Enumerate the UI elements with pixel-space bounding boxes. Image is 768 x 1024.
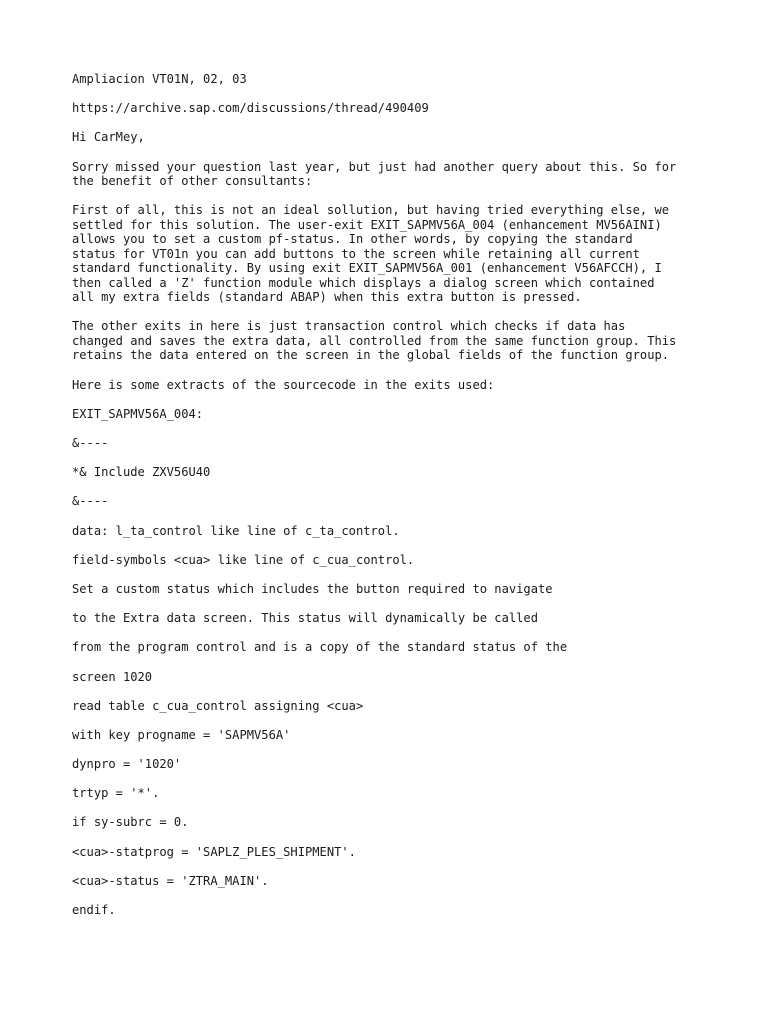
code-line: dynpro = '1020'	[72, 757, 182, 772]
code-line: field-symbols <cua> like line of c_cua_control.	[72, 552, 415, 567]
code-line: from the program control and is a copy of the standard status of the	[72, 640, 568, 655]
code-line: to the Extra data screen. This status will dynamically be called	[72, 611, 538, 626]
code-line: &----	[72, 494, 109, 509]
code-line: with key progname = 'SAPMV56A'	[72, 727, 291, 742]
code-line: &----	[72, 436, 109, 450]
code-line: read table c_cua_control assigning <cua>	[72, 698, 364, 713]
code-line: endif.	[72, 903, 116, 917]
code-line: *& Include ZXV56U40	[72, 465, 211, 480]
code-line: EXIT_SAPMV56A_004:	[72, 406, 204, 421]
exits-paragraph: The other exits in here is just transaction control which checks if data has changed and saves the extra data, all controlled from the same function group. This retains the data entered on the screen in the global fields of the function group.	[72, 319, 677, 363]
document-title: Ampliacion VT01N, 02, 03	[72, 72, 247, 86]
extracts-intro: Here is some extracts of the sourcecode in the exits used:	[72, 377, 495, 392]
code-line: Set a custom status which includes the button required to navigate	[72, 581, 553, 596]
code-line: screen 1020	[72, 669, 153, 684]
code-line: <cua>-statprog = 'SAPLZ_PLES_SHIPMENT'.	[72, 844, 356, 859]
code-line: trtyp = '*'.	[72, 786, 160, 801]
intro-paragraph: Sorry missed your question last year, but just had another query about this. So for the benefit of other consultants:	[72, 159, 677, 189]
code-line: data: l_ta_control like line of c_ta_control.	[72, 523, 400, 538]
document-page	[72, 72, 712, 932]
greeting: Hi CarMey,	[72, 130, 145, 145]
source-url: https://archive.sap.com/discussions/thread/490409	[72, 101, 429, 116]
solution-paragraph: First of all, this is not an ideal sollution, but having tried everything else, we settled for this solution. The user-exit EXIT_SAPMV56A_004 (enhancement MV56AINI) allows you to set a custom pf-status. In other words, by copying the standard status for VT01n you can add buttons to the screen while retaining all current standard functionality. By using exit EXIT_SAPMV56A_001 (enhancement V56AFCCH), I then called a 'Z' function module which displays a dialog screen which contained all my extra fields (standard ABAP) when this extra button is pressed.	[72, 203, 670, 305]
code-line: if sy-subrc = 0.	[72, 815, 189, 830]
code-line: <cua>-status = 'ZTRA_MAIN'.	[72, 873, 269, 888]
